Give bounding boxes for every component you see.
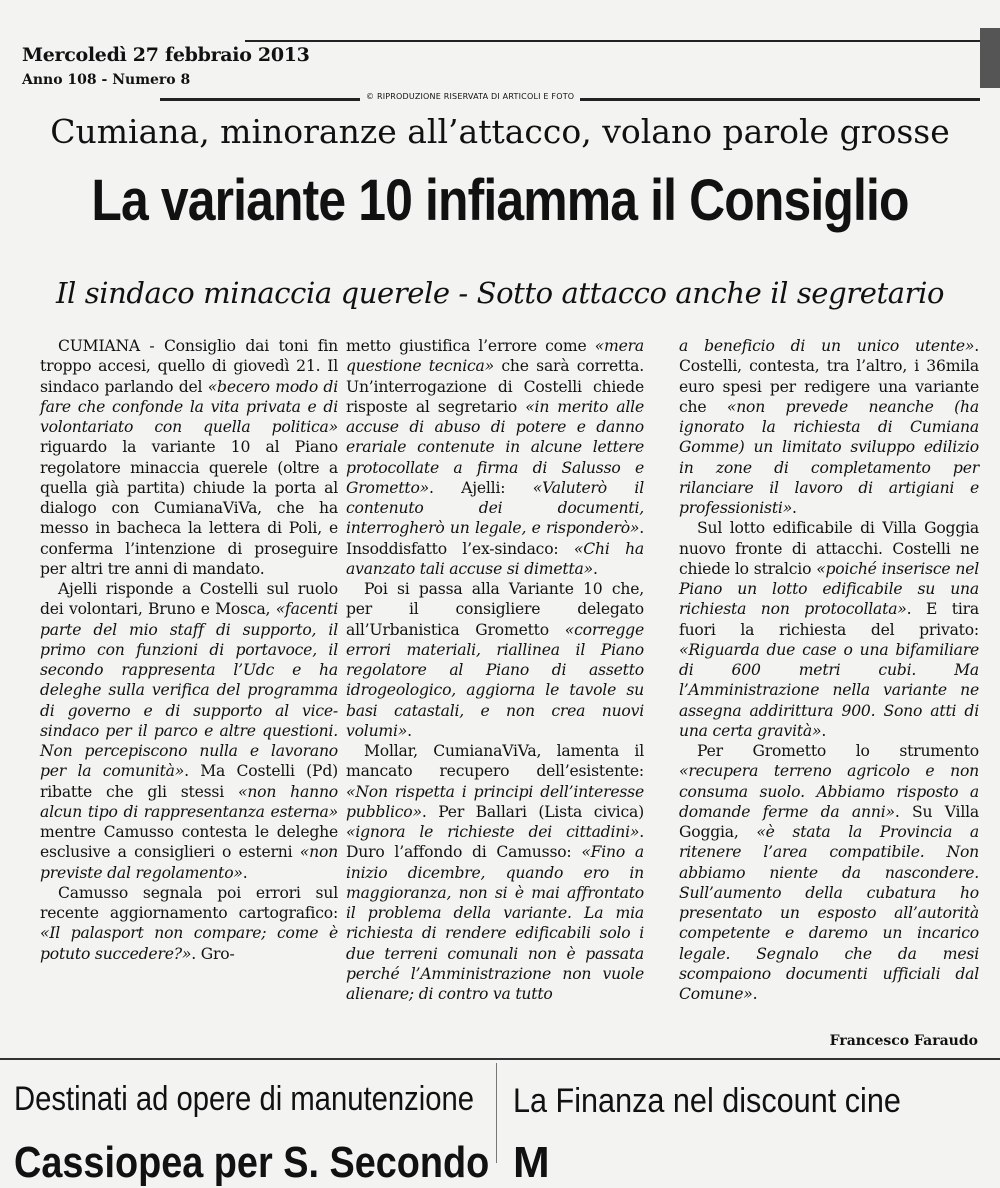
page-edge-mark [980, 28, 1000, 88]
article-kicker: Cumiana, minoranze all’attacco, volano parole grosse [50, 112, 950, 151]
article-subheadline: Il sindaco minaccia querele - Sotto attacco anche il segretario [55, 276, 945, 310]
paragraph: Sul lotto edificabile di Villa Goggia nuovo fronte di attacchi. Costelli ne chiede lo stralcio «poiché inserisce nel Piano un lotto edificabile su una richiesta non protocollata». E tira fuori la richiesta del privato: «Riguarda due case o una bifamiliare di 600 metri cubi. Ma l’Amministrazione nella variante ne assegna addirittura 900. Sono atti di una certa gravità». [679, 519, 980, 740]
paragraph: Poi si passa alla Variante 10 che, per il consigliere delegato all’Urbanistica Grometto «corregge errori materiali, riallinea il Piano regolatore al Piano di assetto idrogeologico, aggiorna le tavole su basi catastali, e non crea nuovi volumi». [346, 580, 644, 740]
article-column-3 [679, 336, 979, 1004]
paragraph: a beneficio di un unico utente». Costelli, contesta, tra l’altro, i 36mila euro spesi per redigere una variante che «non prevede neanche (ha ignorato la richiesta di Cumiana Gomme) un limitato sviluppo edilizio in zone di completamento per rilanciare il lavoro di artigiani e professionisti». [679, 337, 979, 517]
column-divider [496, 1063, 497, 1163]
next-article-headline-left: Cassiopea per S. Secondo [14, 1138, 490, 1187]
article-column-2 [346, 336, 644, 1004]
issue-date: Mercoledì 27 febbraio 2013 [22, 44, 310, 66]
article-headline: La variante 10 infiamma il Consiglio [91, 168, 909, 233]
paragraph: CUMIANA - Consiglio dai toni fin troppo accesi, quello di giovedì 21. Il sindaco parlando del «becero modo di fare che confonde la vita privata e di volontariato con quella politica» riguardo la variante 10 al Piano regolatore minaccia querele (oltre a quella già partita) chiude la porta al dialogo con CumianaViVa, che ha messo in bacheca la lettera di Poli, e conferma l’intenzione di proseguire per altri tre anni di mandato. [40, 337, 338, 578]
issue-number: Anno 108 - Numero 8 [22, 72, 191, 88]
masthead-rule [245, 40, 980, 42]
article-column-1 [40, 336, 338, 964]
article-byline: Francesco Faraudo [829, 1033, 978, 1049]
paragraph: metto giustifica l’errore come «mera questione tecnica» che sarà corretta. Un’interrogazione di Costelli chiede risposte al segretario «in merito alle accuse di abuso di potere e danno erariale contenute in alcune lettere protocollate a firma di Salusso e Grometto». Ajelli: «Valuterò il contenuto dei documenti, interrogherò un legale, e risponderò». Insoddisfatto l’ex-sindaco: «Chi ha avanzato tali accuse si dimetta». [346, 337, 645, 578]
next-article-headline-right: M [513, 1138, 550, 1187]
paragraph: Camusso segnala poi errori sul recente aggiornamento cartografico: «Il palasport non compare; come è potuto succedere?». Gro- [40, 883, 338, 963]
paragraph: Per Grometto lo strumento «recupera terreno agricolo e non consuma suolo. Abbiamo risposto a domande ferme da anni». Su Villa Goggia, «è stata la Provincia a ritenere l’area compatibile. Non abbiamo niente da nascondere. Sull’aumento della cubatura ho presentato un esposto all’autorità competente e daremo un incarico legale. Segnalo che da mesi scompaiono documenti ufficiali dal Comune». [679, 742, 979, 1003]
paragraph: Ajelli risponde a Costelli sul ruolo dei volontari, Bruno e Mosca, «facenti parte del mio staff di supporto, il primo con funzioni di portavoce, il secondo rappresenta l’Udc e ha deleghe sulla verifica del programma di governo e di supporto al vice-sindaco per il parco e altre questioni. Non percepiscono nulla e lavorano per la comunità». Ma Costelli (Pd) ribatte che gli stessi «non hanno alcun tipo di rappresentanza esterna» mentre Camusso contesta le deleghe esclusive a consiglieri o esterni «non previste dal regolamento». [40, 580, 339, 882]
paragraph: Mollar, CumianaViVa, lamenta il mancato recupero dell’esistente: «Non rispetta i principi dell’interesse pubblico». Per Ballari (Lista civica) «ignora le richieste dei cittadini». Duro l’affondo di Camusso: «Fino a inizio dicembre, quando ero in maggioranza, non si è mai affrontato il problema della variante. La mia richiesta di rendere edificabili solo i due terreni comunali non è passata perché l’Amministrazione non vuole alienare; di contro va tutto [346, 742, 645, 1003]
section-divider [0, 1058, 1000, 1060]
copyright-notice: © RIPRODUZIONE RISERVATA DI ARTICOLI E FOTO [360, 92, 580, 101]
next-article-kicker-left: Destinati ad opere di manutenzione [14, 1080, 475, 1118]
next-article-kicker-right: La Finanza nel discount cine [513, 1082, 901, 1120]
